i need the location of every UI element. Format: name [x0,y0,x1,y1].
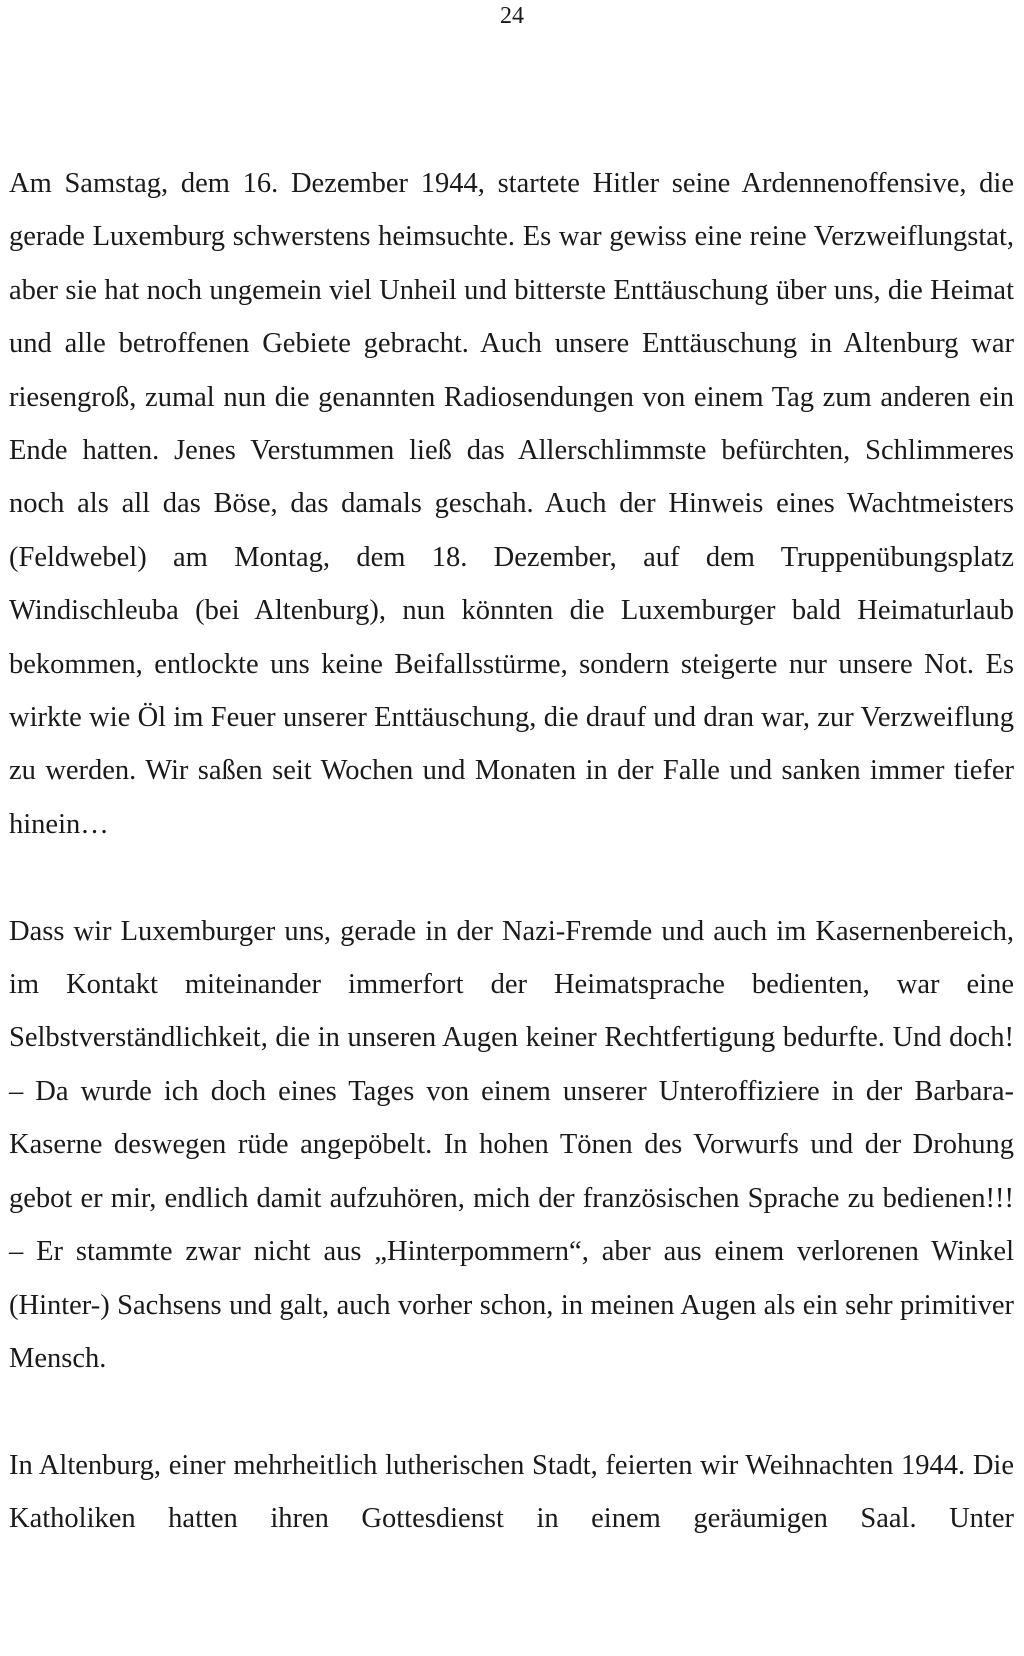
paragraph-home-language: Dass wir Luxemburger uns, gerade in der Nazi-Fremde und auch im Kasernenbereich, im Kontakt miteinander immerfort der Heimatsprache bedienten, war eine Selbstverständlichkeit, die in unseren Augen keiner Rechtfertigung bedurfte. Und doch! – Da wurde ich doch eines Tages von einem unserer Unteroffiziere in der Barbara-Kaserne deswegen rüde angepöbelt. In hohen Tönen des Vorwurfs und der Drohung gebot er mir, endlich damit aufzuhören, mich der französischen Sprache zu bedienen!!! – Er stammte zwar nicht aus „Hinterpommern“, aber aus einem verlorenen Winkel (Hinter-) Sachsens und galt, auch vorher schon, in meinen Augen als ein sehr primitiver Mensch. [9,915,1014,1374]
page-number: 24 [500,3,524,29]
paragraph-christmas-1944: In Altenburg, einer mehrheitlich lutherischen Stadt, feierten wir Weihnachten 1944. Die Katholiken hatten ihren Gottesdienst in einem geräumigen Saal. Unter [9,1449,1014,1535]
body-text [9,157,1014,1546]
paragraph-ardennes-offensive: Am Samstag, dem 16. Dezember 1944, startete Hitler seine Ardennenoffensive, die gerade Luxemburg schwerstens heimsuchte. Es war gewiss eine reine Verzweiflungstat, aber sie hat noch ungemein viel Unheil und bitterste Enttäuschung über uns, die Heimat und alle betroffenen Gebiete gebracht. Auch unsere Enttäuschung in Altenburg war riesengroß, zumal nun die genannten Radiosendungen von einem Tag zum anderen ein Ende hatten. Jenes Verstummen ließ das Allerschlimmste befürchten, Schlimmeres noch als all das Böse, das damals geschah. Auch der Hinweis eines Wachtmeisters (Feldwebel) am Montag, dem 18. Dezember, auf dem Truppenübungsplatz Windischleuba (bei Altenburg), nun könnten die Luxemburger bald Heimaturlaub bekommen, entlockte uns keine Beifallsstürme, sondern steigerte nur unsere Not. Es wirkte wie Öl im Feuer unserer Enttäuschung, die drauf und dran war, zur Verzweiflung zu werden. Wir saßen seit Wochen und Monaten in der Falle und sanken immer tiefer hinein… [9,168,1014,840]
